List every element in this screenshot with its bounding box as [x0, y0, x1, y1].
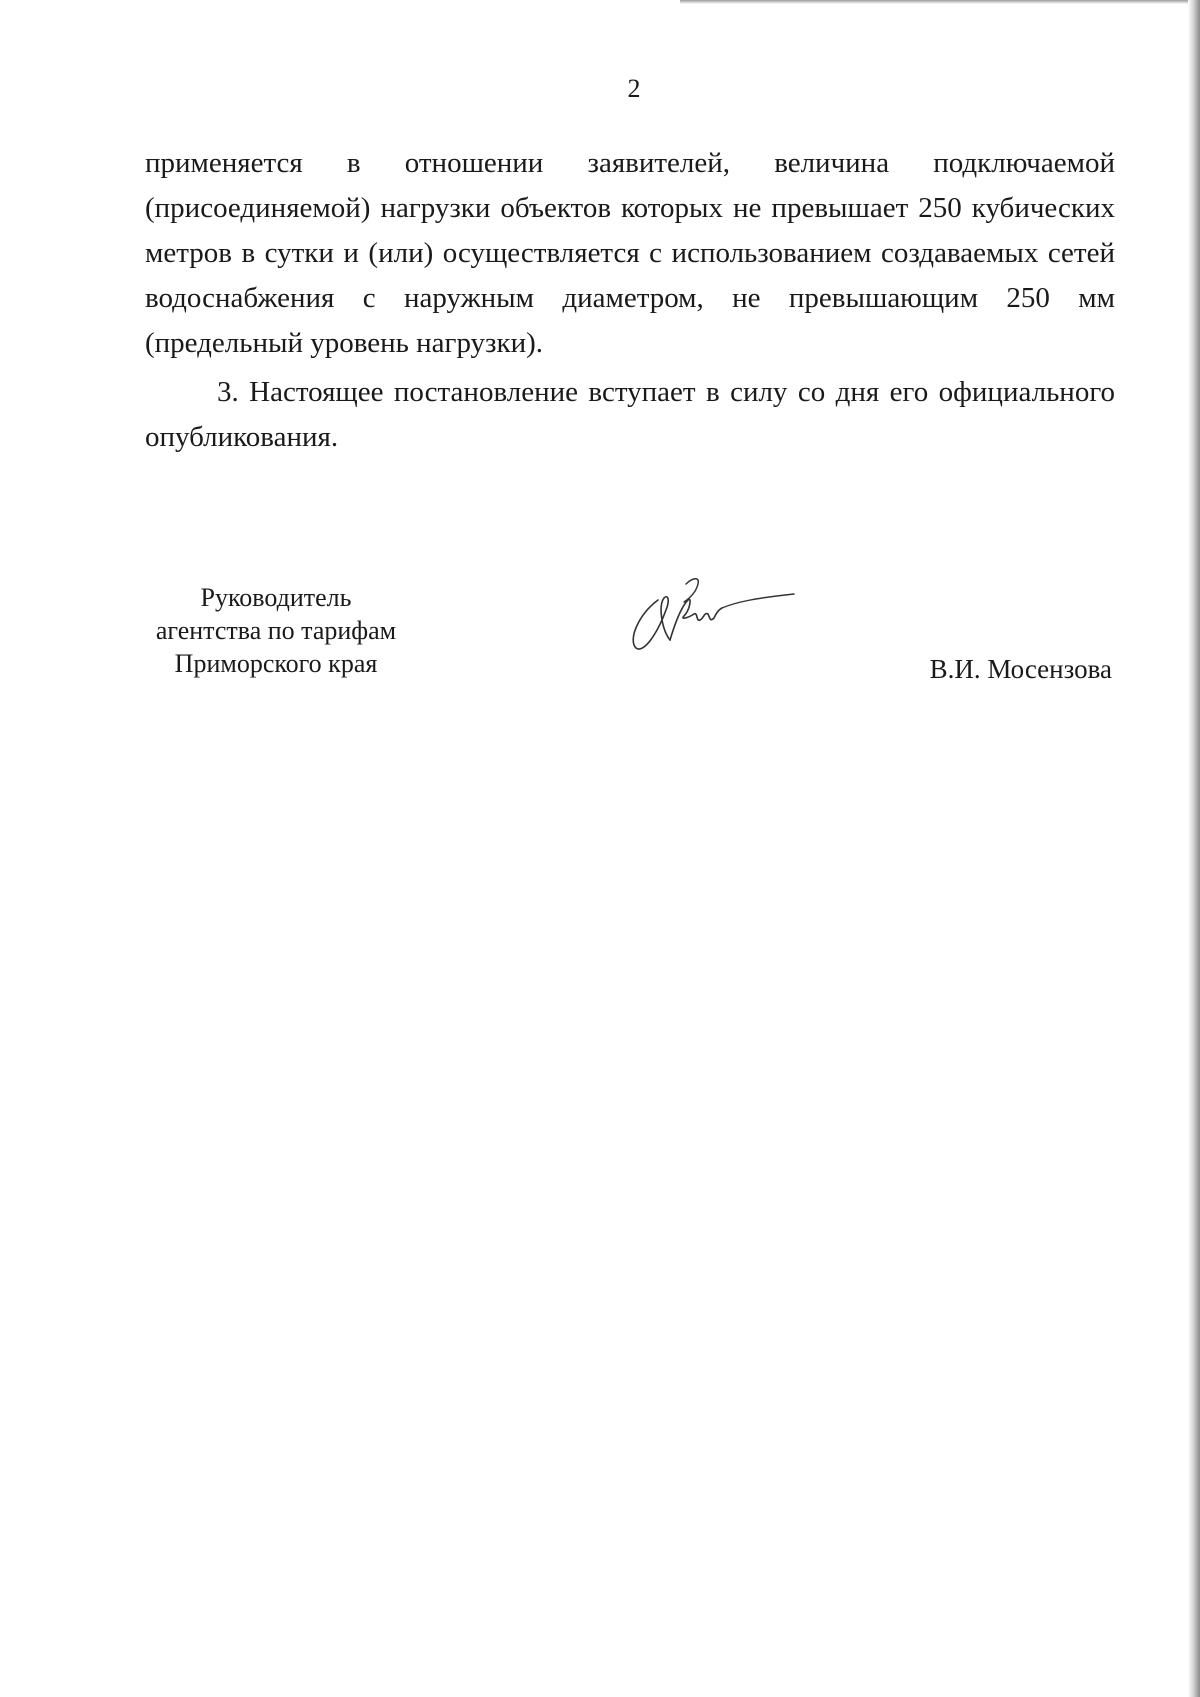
- page-edge-shadow: [1188, 0, 1200, 1697]
- paragraph-continuation: применяется в отношении заявителей, величина подключаемой (присоединяемой) нагрузки объектов которых не превышает 250 кубических метров в сутки и (или) осуществляется с использованием создаваемых сетей водоснабжения с наружным диаметром, не превышающим 250 мм (предельный уровень нагрузки).: [145, 147, 1115, 359]
- signatory-title-line-1: Руководитель: [200, 583, 352, 612]
- paragraph-item-3: 3. Настоящее постановление вступает в силу со дня его официального опубликования.: [145, 376, 1115, 453]
- signatory-title-line-2: агентства по тарифам: [155, 616, 397, 645]
- signatory-title: [126, 581, 426, 680]
- signatory-title-line-3: Приморского края: [174, 649, 378, 678]
- handwritten-signature: [618, 570, 798, 670]
- signatory-name: В.И. Мосензова: [929, 654, 1112, 684]
- document-body: [145, 141, 1115, 460]
- page-edge-top: [680, 0, 1200, 4]
- page-number: 2: [627, 74, 641, 103]
